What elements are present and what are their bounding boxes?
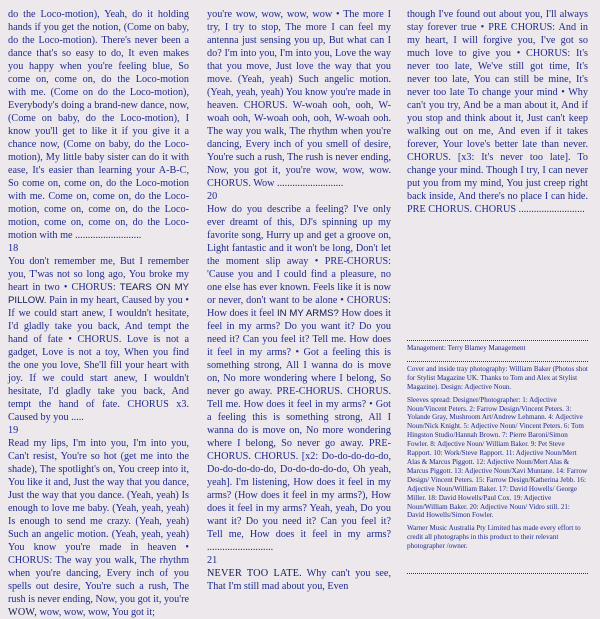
lyric-text: Read my lips, I'm into you, I'm into you, Can't resist, You're so hot (get me into the shade), The spotlight's on, You creep into it, You like it and, Just the way that you dance, Just the way that you dance. (Yeah, yeah) Is enough to love me baby. (Yeah, yeah, yeah) Is enough to send me crazy. (Yeah, yeah) Such an angelic motion. (Yeah, yeah, yeah) You know you're made in heaven • CHORUS: The way you walk, The rhythm when you're dancing, Every inch of you spells out desire, You're such a rush, The rush is never ending, Now, you got it, you're [8, 438, 189, 605]
lyric-never-too-late-continued [407, 8, 588, 216]
track-number-19: 19 [8, 425, 19, 436]
credits-block [407, 340, 588, 555]
lyric-in-my-arms [207, 203, 391, 554]
credits-divider [407, 340, 588, 341]
lyric-tears-on-my-pillow [8, 255, 189, 424]
song-title-wow: WOW, [8, 607, 37, 618]
management-credit: Management: Terry Blamey Management [407, 344, 526, 352]
credits-bottom-divider [407, 573, 588, 574]
track-number-18: 18 [8, 243, 19, 254]
lyric-text: wow, wow, wow, You got it; [39, 607, 156, 618]
lyric-text: You don't remember me, But I remember you, T'was not so long ago, You broke my heart in two • CHORUS: [8, 256, 189, 293]
credits-divider [407, 361, 588, 362]
track-number-21: 21 [207, 555, 218, 566]
lyric-text: Pain in my heart, Caused by you • If we could start anew, I wouldn't hesitate, I'd gladly take you back, And tempt the hand of fate • CHORUS. Love is not a gadget, Love is not a toy, When you find the one you love, She'll fill your heart with joy. If we could start anew, I wouldn't hesitate, I'd gladly take you back, And tempt the hand of fate. CHORUS x3. Caused by you ..... [8, 295, 189, 423]
lyric-loco-motion-end [8, 8, 189, 242]
song-title-in-my-arms: IN MY ARMS? [277, 308, 339, 319]
cover-photography-credit: Cover and inside tray photography: William Baker (Photos shot for Stylist Magazine UK. Thanks to Tom and Alex at Stylist Magazine). Design: Adjective Noun. [407, 364, 588, 391]
lyric-text: you're wow, wow, wow, wow • The more I try, I try to stop, The more I can feel my antenna just sensing you up, But what can I do? I'm into you, I'm into you, Love the way that you move, Just love the way that you move. (Yeah, yeah) Such angelic motion. (Yeah, yeah, yeah) You know you're made in heaven. CHORUS. W-woah ooh, ooh, W-woah ooh, W-woah ooh, ooh, W-woah ooh. The way you walk, The rhythm when you're dancing, Every inch of you smell of desire, You're such a rush, The rush is never ending, Now, you got it, you're wow, wow, wow. CHORUS. Wow .......................... [207, 9, 391, 189]
lyric-never-too-late [207, 567, 391, 593]
lyrics-column-1 [8, 8, 189, 619]
lyric-text: though I've found out about you, I'll always stay forever true • PRE CHORUS: And in my heart, I will forgive you, I've got so much love to give you • CHORUS: It's never too late, We've still got time, It's never too late, You can still be mine, It's never too late To change your mind • Why can't you try, And be a man about it, And if you stop and think about it, Just can't keep walking out on me, And even if it takes forever, Your love's better late than never. CHORUS. [x3: It's never too late]. To change your mind. Though I try, I can never put you from my mind, You just creep right back inside, And there's no place I can hide. PRE CHORUS. CHORUS .......................... [407, 9, 588, 215]
lyric-text: How do you describe a feeling? I've only ever dreamt of this, DJ's spinning up my favorite song, Hurry up and get a groove on, Light fantastic and it won't be long, Don't let the moment slip away • PRE-CHORUS: 'Cause you and I could find a pleasure, no one else has ever known. Feels like it is now or never, don't want to be alone • CHORUS: How does it feel [207, 204, 391, 319]
warner-notice: Warner Music Australia Pty Limited has made every effort to credit all photographs in this product to their relevant photographer /owner. [407, 524, 581, 551]
lyric-wow-continued [207, 8, 391, 190]
lyric-wow [8, 437, 189, 619]
lyric-text: Why can't you see, That I'm still mad about you, Even [207, 568, 391, 592]
lyric-text: do the Loco-motion), Yeah, do it holding hands if you get the notion, (Come on baby, do the Loco-motion). There's never been a dance that's so easy to do, It even makes you happy when you're feeling blue, So come on, come on, do the Loco-motion with me. (Come on do the Loco-motion), Everybody's doing a brand-new dance, now, (Come on baby, do the Loco-motion), I know you'll get to like it if you give it a chance now, (Come on baby, do the Loco-motion), My little baby sister can do it with ease, It's easier than learning your A-B-C, So come on, come on, do the Loco-motion with me. Come on, come on, do the Loco-motion, come on, come on, do the Loco-motion, come on, come on, do the Loco-motion with me .......................... [8, 9, 189, 241]
lyric-text: How does it feel in my arms? Do you want it? Do you need it? Can you feel it? Tell me. How does it feel in my arms? • Got a feeling this is something strong, All I wanna do is move on, No more wondering where I belong, So never go away. PRE-CHORUS. CHORUS. Tell me. How does it feel in my arms? • Got a feeling this is something strong, All I wanna do is move on, No more wondering where I belong, So never go away. PRE-CHORUS. CHORUS. [x2: Do-do-do-do-do, Do-do-do-do-do, Do-do-do-do-do, Oh yeah, yeah]. I'm listening, How does it feel in my arms? (How does it feel in my arms?), How does it feel in my arms? Yeah, yeah, Do you want it? Do you need it? Can you feel it? Tell me, How does it feel in my arms? .......................... [207, 308, 391, 553]
track-number-20: 20 [207, 191, 218, 202]
song-title-never-too-late: NEVER TOO LATE. [207, 568, 302, 579]
lyrics-column-3 [407, 8, 588, 216]
sleeves-credit: Sleeves spread: Designer/Photographer: 1: Adjective Noun/Vincent Peters. 2: Farrow Design/Vincent Peters. 3: Yolande Gray, Mushroom Art/Andrew Lehmann. 4: Adjective Noun/Nick Knight. 5: Adjective Noun/ Vincent Peters. 6: Tom Hingston Studio/Hannah Brown. 7: Pierre Baroni/Simon Fowler. 8: Adjective Noun/ William Baker. 9: Pet Steve Rapport. 10: Work/Steve Rapport. 11: Adjective Noun/Mert Alas & Marcus Piggott. 12: Adjective Noun/Mert Alas & Marcus Piggott. 13: Adjective Noun/Xavi Muntane. 14: Farrow Design/ Vincent Peters. 15: Farrow Design/Katherina Jebb. 16: Adjective Noun/William Baker. 17: David Howells/ George Miller. 18: David Howells/Paul Cox. 19: Adjective Noun/William Baker. 20: Adjective Noun/ Vidro still. 21: David Howells/Simon Fowler. [407, 395, 588, 520]
lyrics-column-2 [207, 8, 391, 593]
song-title-tears-on-my-pillow: TEARS ON MY PILLOW. [8, 282, 189, 306]
